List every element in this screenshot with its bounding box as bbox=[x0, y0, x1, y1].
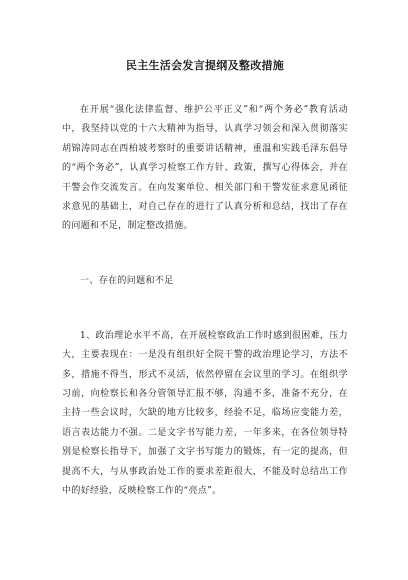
section-heading: 一、存在的问题和不足 bbox=[80, 275, 174, 286]
intro-paragraph: 在开展“强化法律监督、维护公平正义”和“两个务必”教育活动中，我坚持以党的十六大精神为指导，认真学习领会和深入贯彻落实胡锦涛同志在西柏坡考察时的重要讲话精神，重温和实践毛泽东倡导的“两个务必”，认真学习检察工作方针、政策，撰写心得体会，并在干警会作交流发言。在向发案单位、相关部门和干警发征求意见函征求意见的基础上，对自己存在的进行了认真分析和总结，找出了存在的问题和不足，制定整改措施。 bbox=[62, 105, 348, 232]
point-1-paragraph: 1、政治理论水平不高，在开展检察政治工作时感到很困难，压力大，主要表现在：一是没有组织好全院干警的政治理论学习，方法不多，措施不得当，形式不灵活，依然停留在会议里的学习。在组织学习前，向检察长和各分管领导汇报不够，沟通不多，准备不充分，在主持一些会议时，欠缺的地方比较多，经验不足，临场应变能力差，语言表达能力不强。二是文字书写能力差，一年多来，在各位领导特别是检察长指导下，加强了文字书写能力的锻炼，有一定的提高，但提高不大，与从事政治处工作的要求差距很大，不能及时总结出工作中的好经验，反映检察工作的“亮点”。 bbox=[62, 330, 348, 497]
document-title: 民主生活会发言提纲及整改措施 bbox=[125, 59, 285, 72]
